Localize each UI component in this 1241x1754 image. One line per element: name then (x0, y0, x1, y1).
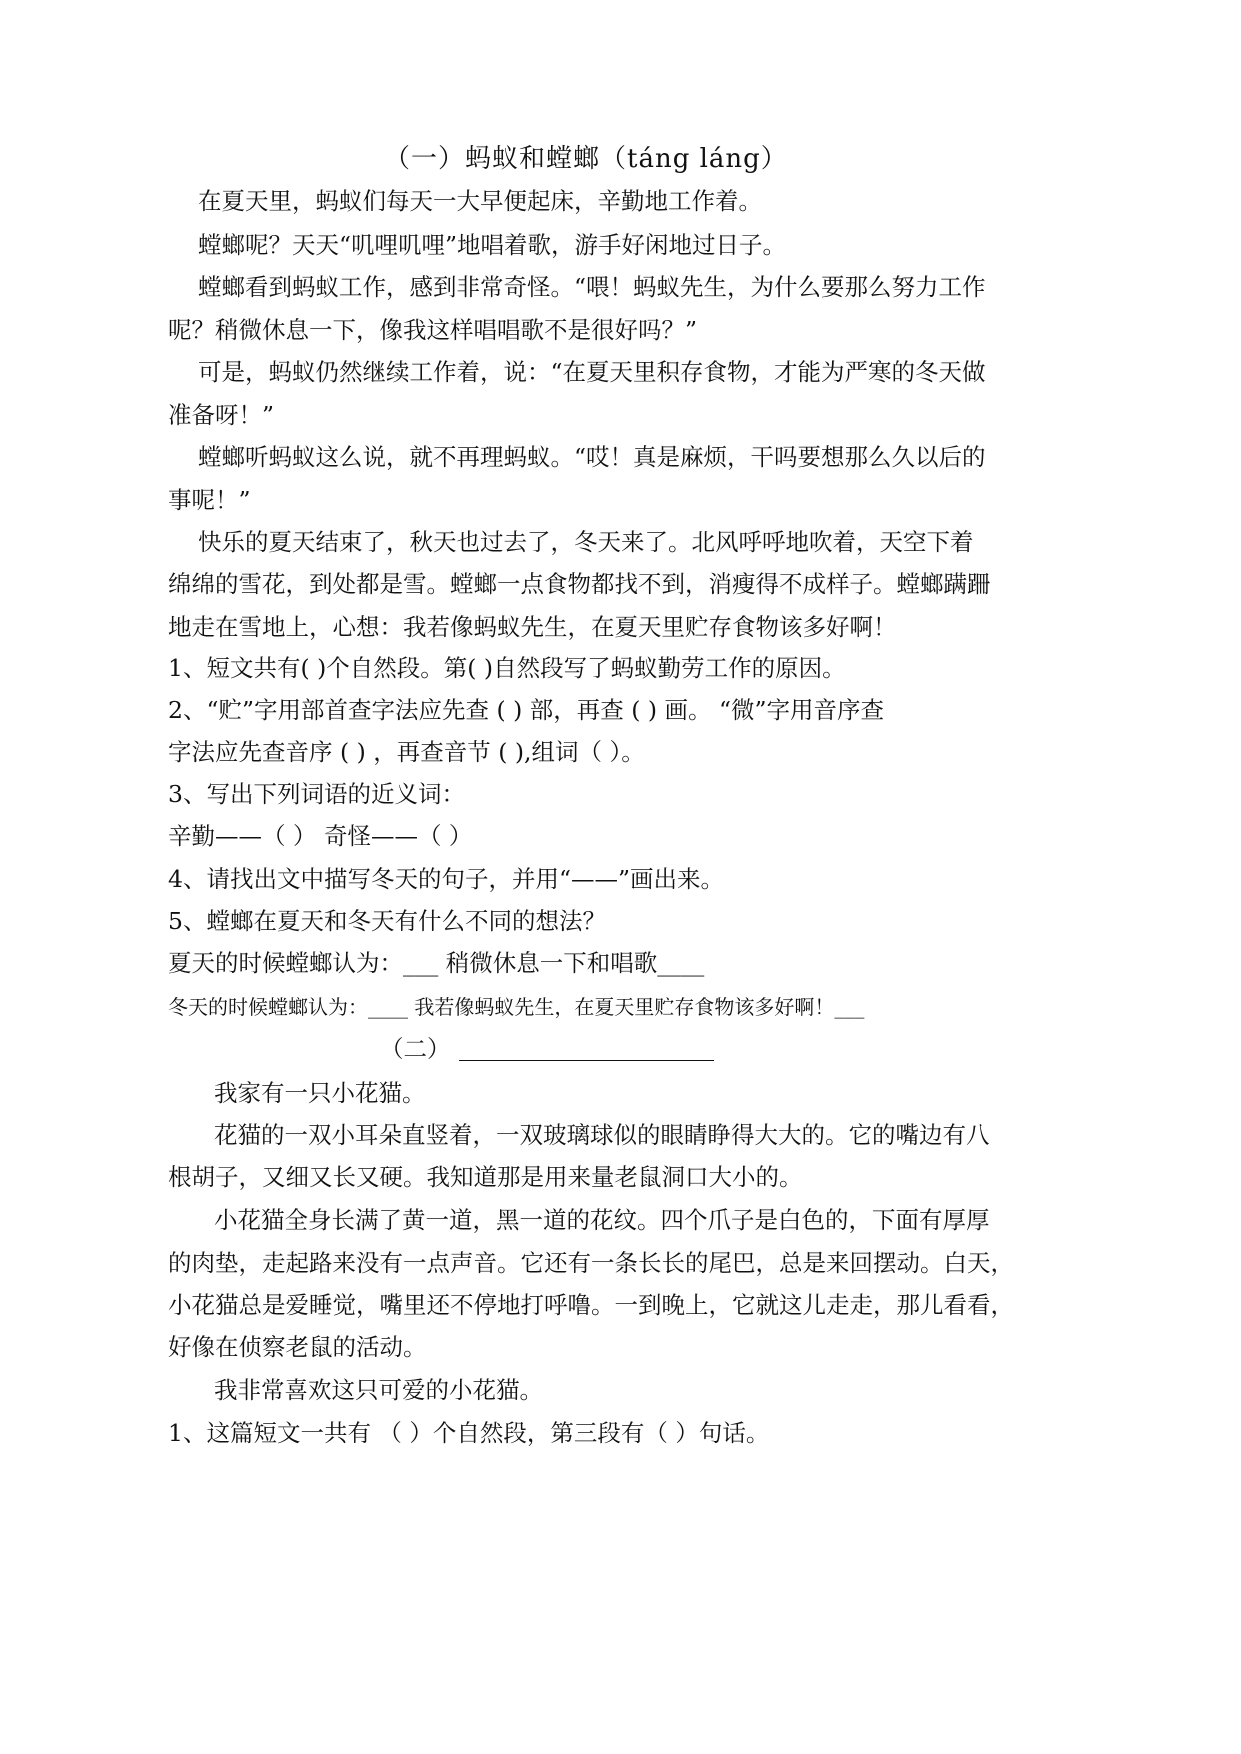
paragraph-line: 地走在雪地上，心想：我若像蚂蚁先生，在夏天里贮存食物该多好啊！ (168, 613, 897, 641)
paragraph-line: 螳螂呢？天天“叽哩叽哩”地唱着歌，游手好闲地过日子。 (198, 231, 787, 259)
question-5: 5、螳螂在夏天和冬天有什么不同的想法？ (168, 907, 606, 935)
paragraph-line: 我非常喜欢这只可爱的小花猫。 (214, 1376, 543, 1404)
paragraph-line: 事呢！” (168, 486, 251, 514)
question-3: 3、写出下列词语的近义词： (168, 780, 465, 808)
paragraph-line: 在夏天里，蚂蚁们每天一大早便起床，辛勤地工作着。 (198, 187, 762, 215)
question-5-summer: 夏天的时候螳螂认为：___ 稍微休息一下和唱歌____ (168, 949, 705, 977)
section2-title-row (380, 1032, 714, 1066)
paragraph-line: 我家有一只小花猫。 (214, 1079, 426, 1107)
title-blank-line (459, 1034, 714, 1061)
paragraph-line: 可是，蚂蚁仍然继续工作着，说：“在夏天里积存食物，才能为严寒的冬天做 (198, 358, 986, 386)
question-5-winter: 冬天的时候螳螂认为：____ 我若像蚂蚁先生，在夏天里贮存食物该多好啊！___ (168, 995, 865, 1019)
paragraph-line: 呢？稍微休息一下，像我这样唱唱歌不是很好吗？” (168, 316, 698, 344)
question-1: 1、短文共有( )个自然段。第( )自然段写了蚂蚁勤劳工作的原因。 (168, 654, 846, 682)
section2-question-1: 1、这篇短文一共有 （ ）个自然段，第三段有（ ）句话。 (168, 1419, 770, 1447)
paragraph-line: 小花猫全身长满了黄一道，黑一道的花纹。四个爪子是白色的，下面有厚厚 (214, 1206, 990, 1234)
paragraph-line: 绵绵的雪花，到处都是雪。螳螂一点食物都找不到，消瘦得不成样子。螳螂蹒跚 (168, 570, 991, 598)
paragraph-line: 的肉垫，走起路来没有一点声音。它还有一条长长的尾巴，总是来回摆动。白天， (168, 1249, 1014, 1277)
paragraph-line: 快乐的夏天结束了，秋天也过去了，冬天来了。北风呼呼地吹着，天空下着 (198, 528, 974, 556)
paragraph-line: 根胡子，又细又长又硬。我知道那是用来量老鼠洞口大小的。 (168, 1163, 803, 1191)
paragraph-line: 螳螂看到蚂蚁工作，感到非常奇怪。“喂！蚂蚁先生，为什么要那么努力工作 (198, 273, 986, 301)
question-4: 4、请找出文中描写冬天的句子，并用“——”画出来。 (168, 865, 724, 893)
paragraph-line: 螳螂听蚂蚁这么说，就不再理蚂蚁。“哎！真是麻烦，干吗要想那么久以后的 (198, 443, 986, 471)
paragraph-line: 小花猫总是爱睡觉，嘴里还不停地打呼噜。一到晚上，它就这儿走走，那儿看看， (168, 1291, 1014, 1319)
section2-title: （二） (380, 1035, 451, 1063)
question-3-synonyms: 辛勤——（ ） 奇怪——（ ） (168, 822, 473, 850)
section1-title: （一）蚂蚁和螳螂（táng láng） (384, 144, 788, 174)
question-2-cont: 字法应先查音序 ( ) ，再查音节 ( ),组词（ ）。 (168, 738, 645, 766)
paragraph-line: 花猫的一双小耳朵直竖着，一双玻璃球似的眼睛睁得大大的。它的嘴边有八 (214, 1121, 990, 1149)
question-2: 2、“贮”字用部首查字法应先查 ( ) 部，再查 ( ) 画。 “微”字用音序查 (168, 696, 884, 724)
paragraph-line: 准备呀！” (168, 401, 275, 429)
paragraph-line: 好像在侦察老鼠的活动。 (168, 1333, 427, 1361)
